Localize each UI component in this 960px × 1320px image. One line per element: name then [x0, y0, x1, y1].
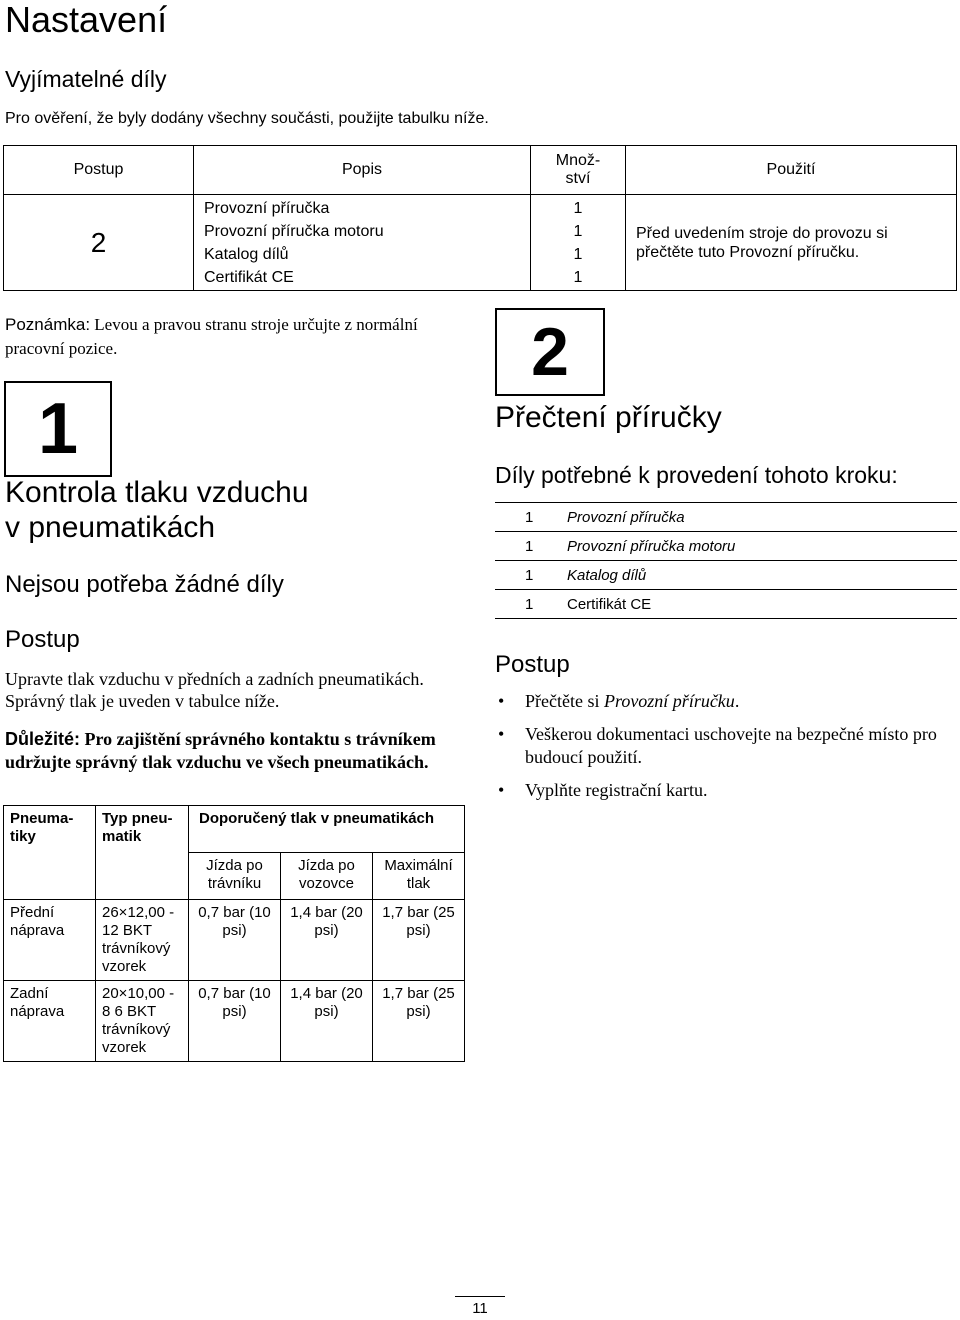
section-heading: Vyjímatelné díly [5, 66, 167, 92]
important-label: Důležité: [5, 729, 81, 749]
list-item [495, 590, 957, 619]
tire-position: Zadní náprava [4, 981, 96, 1062]
road-pressure: 1,4 bar (20 psi) [281, 900, 373, 981]
header-quantity-line1: Množ- [555, 152, 601, 169]
parts-quantity: 1 [573, 222, 583, 240]
max-pressure: 1,7 bar (25 psi) [373, 981, 465, 1062]
page-number: 11 [455, 1296, 505, 1317]
header-recommended-pressure: Doporučený tlak v pneumatikách [189, 806, 465, 853]
note [5, 313, 475, 361]
instruction-text: Přečtěte si [525, 691, 604, 711]
part-quantity: 1 [495, 503, 567, 532]
tire-pressure-table [3, 805, 465, 1062]
parts-usage [626, 195, 957, 291]
list-item [495, 532, 957, 561]
header-quantity [531, 146, 626, 195]
step-2-title: Přečtení příručky [495, 401, 722, 434]
header-lawn-driving: Jízda po trávníku [189, 853, 281, 900]
header-step: Postup [4, 146, 194, 195]
step-2-instructions [495, 690, 957, 812]
parts-descriptions [194, 195, 531, 291]
step-1-title-line2: v pneumatikách [5, 511, 216, 544]
parts-description: Certifikát CE [204, 268, 294, 286]
road-pressure: 1,4 bar (20 psi) [281, 981, 373, 1062]
list-item [495, 779, 957, 802]
important-text: Pro zajištění správného kontaktu s trávníkem udržujte správný tlak vzduchu ve všech pneumatikách. [5, 729, 436, 772]
instruction-text: Vyplňte registrační kartu. [525, 780, 708, 800]
step-1-title [5, 475, 475, 545]
parts-usage-line2: přečtěte tuto Provozní příručku. [636, 243, 860, 261]
part-name: Certifikát CE [567, 590, 957, 619]
step-2-procedure-heading: Postup [495, 651, 570, 678]
parts-quantities [531, 195, 626, 291]
header-description: Popis [194, 146, 531, 195]
parts-description: Provozní příručka [204, 199, 330, 217]
manual-reference: Provozní příručku [603, 691, 735, 711]
list-item [495, 690, 957, 713]
step-1-text: Upravte tlak vzduchu v předních a zadních pneumatikách. Správný tlak je uveden v tabulce níže. [5, 669, 424, 711]
part-quantity: 1 [495, 532, 567, 561]
part-quantity: 1 [495, 561, 567, 590]
instruction-text: Veškerou dokumentaci uschovejte na bezpečné místo pro budoucí použití. [525, 724, 937, 767]
parts-needed-list [495, 502, 957, 619]
parts-usage-line1: Před uvedením stroje do provozu si [636, 224, 888, 242]
lawn-pressure: 0,7 bar (10 psi) [189, 900, 281, 981]
part-name: Provozní příručka motoru [567, 532, 957, 561]
list-item [495, 503, 957, 532]
header-road-driving: Jízda po vozovce [281, 853, 373, 900]
tire-type: 26×12,00 - 12 BKT trávníkový vzorek [96, 900, 189, 981]
part-quantity: 1 [495, 590, 567, 619]
instruction-text: . [734, 691, 740, 711]
header-quantity-line2: ství [565, 170, 591, 187]
tire-position: Přední náprava [4, 900, 96, 981]
step-1-title-line1: Kontrola tlaku vzduchu [5, 476, 309, 509]
parts-description: Provozní příručka motoru [204, 222, 384, 240]
table-row [4, 900, 465, 981]
header-tire-type: Typ pneu-matik [96, 806, 189, 900]
table-row [4, 981, 465, 1062]
parts-step-number: 2 [4, 195, 194, 291]
tire-type: 20×10,00 - 8 6 BKT trávníkový vzorek [96, 981, 189, 1062]
list-item [495, 561, 957, 590]
parts-description: Katalog dílů [204, 245, 289, 263]
parts-quantity: 1 [573, 199, 583, 217]
note-label: Poznámka: [5, 315, 91, 334]
part-name: Provozní příručka [567, 503, 957, 532]
step-1-procedure-heading: Postup [5, 626, 80, 653]
step-2-number-box: 2 [495, 308, 605, 396]
list-item [495, 723, 957, 769]
parts-needed-heading: Díly potřebné k provedení tohoto kroku: [495, 462, 898, 488]
parts-quantity: 1 [573, 245, 583, 263]
lawn-pressure: 0,7 bar (10 psi) [189, 981, 281, 1062]
intro-text: Pro ověření, že byly dodány všechny součásti, použijte tabulku níže. [5, 110, 489, 127]
part-name: Katalog dílů [567, 561, 957, 590]
max-pressure: 1,7 bar (25 psi) [373, 900, 465, 981]
note-text: Levou a pravou stranu stroje určujte z normální pracovní pozice. [5, 315, 418, 358]
header-tires: Pneuma-tiky [4, 806, 96, 900]
header-max-pressure: Maximální tlak [373, 853, 465, 900]
parts-table [3, 145, 957, 291]
page-title: Nastavení [5, 0, 168, 40]
important-note [5, 728, 475, 774]
step-1-no-parts: Nejsou potřeba žádné díly [5, 571, 284, 598]
parts-quantity: 1 [573, 268, 583, 286]
header-usage: Použití [626, 146, 957, 195]
step-1-number-box: 1 [4, 381, 112, 477]
